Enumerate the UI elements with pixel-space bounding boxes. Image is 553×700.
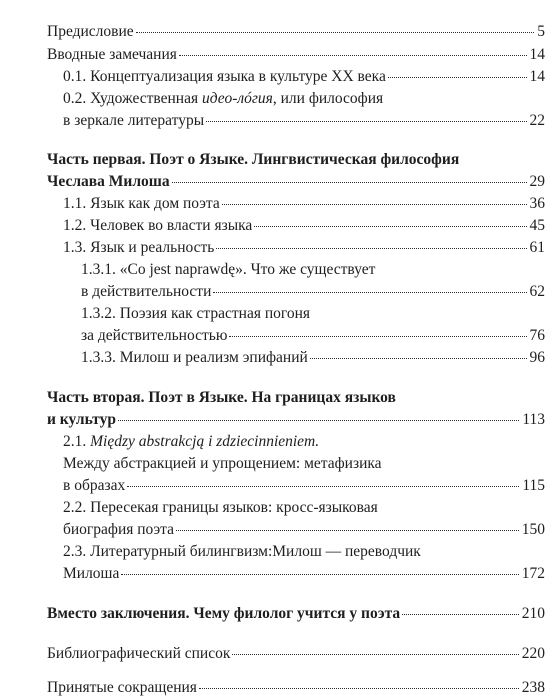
dot-leader: [127, 486, 519, 487]
toc-entry-0-2-line2[interactable]: [0, 111, 553, 131]
toc-entry-bibliography[interactable]: [0, 644, 553, 664]
toc-part-title: Часть первая. Поэт о Языке. Лингвистическая философия: [47, 151, 460, 168]
dot-leader: [136, 32, 535, 33]
toc-entry-1-3[interactable]: [0, 238, 553, 258]
toc-page-number: 76: [529, 327, 545, 344]
toc-page-number: 29: [529, 173, 545, 190]
toc-page-number: 5: [537, 23, 545, 40]
dot-leader: [199, 688, 519, 689]
toc-entry-title: Принятые сокращения: [47, 679, 197, 696]
toc-entry-title: биография поэта: [63, 521, 174, 538]
toc-page-number: 61: [529, 239, 545, 256]
toc-entry-title: Между абстракцией и упрощением: метафизика: [63, 455, 382, 472]
toc-entry-title-part: 2.1.: [63, 433, 91, 450]
toc-entry-2-3-line2[interactable]: [0, 564, 553, 584]
toc-page-number: 210: [521, 605, 545, 622]
toc-part-two-line1[interactable]: [0, 388, 553, 408]
toc-entry-2-1-line3[interactable]: [0, 476, 553, 496]
toc-entry-title-part: , или философия: [272, 90, 384, 107]
toc-entry-1-3-2-line2[interactable]: [0, 326, 553, 346]
toc-entry-title: 1.3.1. «Co jest naprawdę». Что же существует: [81, 261, 376, 278]
dot-leader: [172, 182, 527, 183]
toc-entry-2-2-line2[interactable]: [0, 520, 553, 540]
toc-page-number: 150: [521, 521, 545, 538]
toc-entry-title: 0.1. Концептуализация языка в культуре XX века: [63, 68, 386, 85]
toc-part-two-line2[interactable]: [0, 410, 553, 430]
dot-leader: [388, 77, 527, 78]
toc-entry-abbreviations[interactable]: [0, 678, 553, 698]
dot-leader: [222, 204, 527, 205]
toc-entry-2-1-line1[interactable]: [0, 432, 553, 452]
toc-page-number: 115: [522, 477, 545, 494]
toc-entry-2-1-line2[interactable]: [0, 454, 553, 474]
toc-part-one-line1[interactable]: [0, 150, 553, 170]
toc-entry-title: в действительности: [81, 283, 212, 300]
toc-entry-title: за действительностью: [81, 327, 228, 344]
toc-entry-title: 2.2. Пересекая границы языков: кросс-языковая: [63, 499, 378, 516]
dot-leader: [206, 121, 526, 122]
toc-entry-1-1[interactable]: [0, 194, 553, 214]
toc-entry-title: 2.3. Литературный билингвизм:Милош — переводчик: [63, 543, 421, 560]
toc-entry-title: 1.2. Человек во власти языка: [63, 217, 253, 234]
toc-entry-1-3-1-line2[interactable]: [0, 282, 553, 302]
dot-leader: [213, 292, 526, 293]
toc-page-number: 62: [529, 283, 545, 300]
toc-page-number: 172: [521, 565, 545, 582]
toc-entry-title: Библиографический список: [47, 645, 231, 662]
toc-entry-title-part: 0.2. Художественная: [63, 90, 202, 107]
dot-leader: [310, 358, 527, 359]
dot-leader: [254, 226, 526, 227]
dot-leader: [216, 248, 526, 249]
toc-entry-title: 1.3.3. Милош и реализм эпифаний: [81, 349, 308, 366]
toc-page-number: 96: [529, 349, 545, 366]
toc-entry-introductory-remarks[interactable]: [0, 45, 553, 65]
toc-entry-0-1[interactable]: [0, 67, 553, 87]
toc-part-title: Вместо заключения. Чему филолог учится у поэта: [47, 605, 401, 622]
toc-part-one-line2[interactable]: [0, 172, 553, 192]
dot-leader: [232, 654, 518, 655]
toc-page-number: 36: [529, 195, 545, 212]
toc-page-number: 220: [521, 645, 545, 662]
toc-part-title: Чеслава Милоша: [47, 173, 170, 190]
toc-entry-title-italic: идео-лóгия: [202, 90, 273, 107]
toc-entry-1-3-3[interactable]: [0, 348, 553, 368]
toc-entry-title: в образах: [63, 477, 126, 494]
toc-entry-2-3-line1[interactable]: [0, 542, 553, 562]
toc-page-number: 113: [522, 411, 545, 428]
toc-entry-conclusion[interactable]: [0, 604, 553, 624]
toc-entry-1-2[interactable]: [0, 216, 553, 236]
toc-page-number: 45: [529, 217, 545, 234]
toc-page-number: 14: [529, 68, 545, 85]
toc-entry-1-3-1-line1[interactable]: [0, 260, 553, 280]
toc-entry-title: Предисловие: [47, 23, 134, 40]
toc-part-title: и культур: [47, 411, 116, 428]
toc-page-number: 22: [529, 112, 545, 129]
toc-entry-title: 1.3. Язык и реальность: [63, 239, 215, 256]
toc-page-number: 238: [521, 679, 545, 696]
toc-entry-title: Вводные замечания: [47, 46, 177, 63]
toc-entry-1-3-2-line1[interactable]: [0, 304, 553, 324]
dot-leader: [402, 614, 519, 615]
toc-entry-title: в зеркале литературы: [63, 112, 205, 129]
dot-leader: [229, 336, 526, 337]
toc-page-number: 14: [529, 46, 545, 63]
toc-entry-title-italic: Między abstrakcją i zdziecinnieniem.: [90, 433, 320, 450]
dot-leader: [121, 574, 518, 575]
toc-part-title: Часть вторая. Поэт в Языке. На границах языков: [47, 389, 396, 406]
toc-entry-2-2-line1[interactable]: [0, 498, 553, 518]
toc-entry-title: 1.1. Язык как дом поэта: [63, 195, 220, 212]
toc-entry-preface[interactable]: [0, 22, 553, 42]
toc-entry-title: Милоша: [63, 565, 120, 582]
dot-leader: [176, 530, 519, 531]
dot-leader: [179, 55, 527, 56]
toc-entry-title: 1.3.2. Поэзия как страстная погоня: [81, 305, 311, 322]
dot-leader: [118, 420, 519, 421]
toc-entry-0-2-line1[interactable]: [0, 89, 553, 109]
